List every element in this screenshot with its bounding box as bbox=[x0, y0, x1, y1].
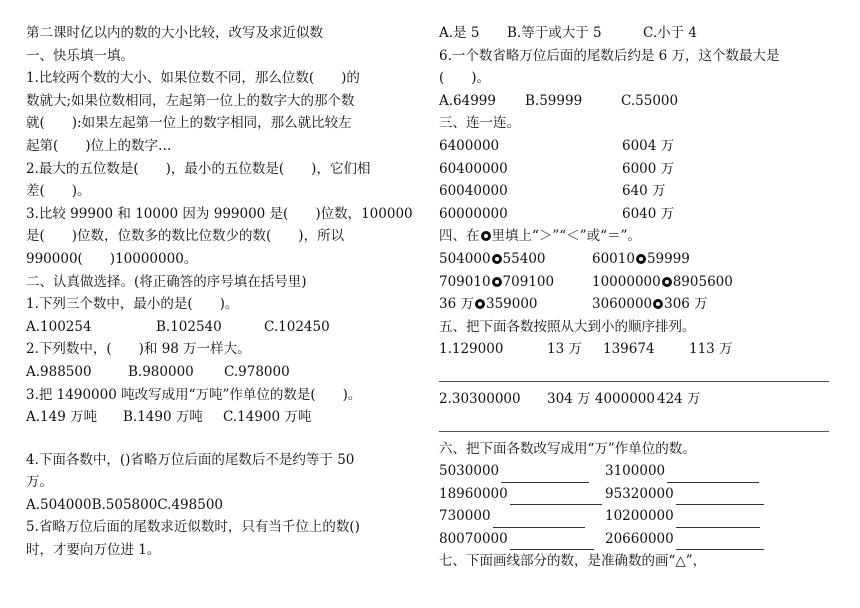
choice-5-line-1: 5.省略万位后面的尾数求近似数时，只有当千位上的数() bbox=[26, 519, 360, 536]
section-4-heading bbox=[439, 225, 837, 248]
choice-6-line-1: 6.一个数省略万位后面的尾数后约是 6 万，这个数最大是 bbox=[439, 47, 780, 64]
answer-blank[interactable] bbox=[493, 513, 585, 528]
convert-row bbox=[439, 528, 837, 551]
match-row bbox=[439, 158, 837, 181]
order-item: 113 万 bbox=[689, 341, 733, 358]
option: A.100254 bbox=[26, 318, 92, 335]
answer-blank[interactable] bbox=[667, 468, 759, 483]
section-1-heading: 一、快乐填一填。 bbox=[26, 47, 134, 64]
answer-blank[interactable] bbox=[676, 490, 764, 505]
match-row bbox=[439, 203, 837, 226]
choice-4-line-2: 万。 bbox=[26, 474, 53, 491]
answer-line[interactable] bbox=[439, 363, 829, 382]
order-item: 2.30300000 bbox=[439, 390, 521, 407]
option: C.102450 bbox=[264, 318, 330, 335]
order-item: 424 万 bbox=[657, 390, 701, 407]
answer-blank[interactable] bbox=[510, 490, 602, 505]
q1-line-3: 就( ):如果左起第一位上的数字相同，那么就比较左 bbox=[26, 115, 352, 132]
match-left: 6400000 bbox=[439, 137, 500, 154]
page-title: 第二课时亿以内的数的大小比较，改写及求近似数 bbox=[26, 25, 323, 41]
answer-blank[interactable] bbox=[676, 513, 760, 528]
compare-c: 10000000 bbox=[592, 273, 661, 290]
answer-line[interactable] bbox=[439, 413, 829, 432]
circle-icon[interactable] bbox=[475, 299, 485, 309]
compare-a: 504000 bbox=[439, 250, 491, 267]
choice-6-options bbox=[439, 90, 837, 113]
compare-a: 36 万 bbox=[439, 296, 474, 313]
order-item: 13 万 bbox=[547, 341, 582, 358]
section-3-heading: 三、连一连。 bbox=[439, 115, 520, 132]
match-right: 6000 万 bbox=[622, 160, 675, 177]
left-column bbox=[26, 22, 426, 562]
match-left: 60400000 bbox=[439, 160, 508, 177]
compare-d: 8905600 bbox=[672, 273, 733, 290]
right-column bbox=[439, 22, 837, 573]
convert-number: 20660000 bbox=[605, 530, 674, 547]
option: A.64999 bbox=[439, 92, 496, 109]
match-right: 640 万 bbox=[622, 183, 666, 200]
convert-row bbox=[439, 505, 837, 528]
section-7-heading: 七、下面画线部分的数，是准确数的画“△”， bbox=[439, 553, 707, 570]
circle-icon bbox=[481, 231, 491, 241]
q3-line-3: 990000( )10000000。 bbox=[26, 250, 198, 267]
match-left: 60040000 bbox=[439, 183, 508, 200]
choice-4-line-1: 4.下面各数中，()省略万位后面的尾数后不是约等于 50 bbox=[26, 451, 355, 468]
compare-b: 55400 bbox=[502, 250, 546, 267]
q1-line-1: 1.比较两个数的大小、如果位数不同，那么位数( )的 bbox=[26, 70, 360, 87]
section-6-heading: 六、把下面各数改写成用“万”作单位的数。 bbox=[439, 440, 696, 457]
compare-b: 709100 bbox=[502, 273, 555, 290]
compare-c: 60010 bbox=[592, 250, 635, 267]
choice-3-question: 3.把 1490000 吨改写成用“万吨”作单位的数是( )。 bbox=[26, 386, 362, 403]
option: C.14900 万吨 bbox=[223, 409, 312, 426]
compare-d: 306 万 bbox=[664, 296, 708, 313]
choice-3-options bbox=[26, 406, 426, 429]
option: B.1490 万吨 bbox=[123, 409, 203, 426]
convert-number: 730000 bbox=[439, 508, 491, 525]
option: B.980000 bbox=[128, 363, 194, 380]
section-5-heading: 五、把下面各数按照从大到小的顺序排列。 bbox=[439, 318, 696, 335]
compare-d: 59999 bbox=[646, 250, 690, 267]
match-left: 60000000 bbox=[439, 205, 508, 222]
choice-4-options: A.504000B.505800C.498500 bbox=[26, 496, 223, 513]
circle-icon[interactable] bbox=[492, 277, 502, 287]
convert-number: 95320000 bbox=[605, 485, 674, 502]
convert-row bbox=[439, 483, 837, 506]
choice-5-options bbox=[439, 22, 837, 45]
compare-c: 3060000 bbox=[592, 296, 653, 313]
order-item: 304 万 4000000 bbox=[547, 390, 655, 407]
order-item: 1.129000 bbox=[439, 341, 504, 358]
q1-line-2: 数就大;如果位数相同，左起第一位上的数字大的那个数 bbox=[26, 92, 355, 109]
q3-line-1: 3.比较 99900 和 10000 因为 999000 是( )位数，100000 bbox=[26, 205, 413, 222]
circle-icon[interactable] bbox=[636, 254, 646, 264]
convert-number: 10200000 bbox=[605, 508, 674, 525]
choice-5-line-2: 时，才要向万位进 1。 bbox=[26, 542, 161, 559]
option: B.59999 bbox=[525, 92, 583, 109]
match-row bbox=[439, 135, 837, 158]
q1-line-4: 起第( )位上的数字… bbox=[26, 137, 172, 154]
convert-row bbox=[439, 460, 837, 483]
option: C.小于 4 bbox=[643, 25, 698, 41]
convert-number: 5030000 bbox=[439, 463, 500, 480]
compare-a: 709010 bbox=[439, 273, 491, 290]
option: A.149 万吨 bbox=[26, 409, 98, 426]
match-right: 6040 万 bbox=[622, 205, 675, 222]
circle-icon[interactable] bbox=[653, 299, 663, 309]
option: A.988500 bbox=[26, 363, 92, 380]
answer-blank[interactable] bbox=[510, 535, 594, 550]
answer-blank[interactable] bbox=[676, 535, 764, 550]
convert-number: 18960000 bbox=[439, 485, 508, 502]
order-row-1 bbox=[439, 338, 837, 361]
q2-line-2: 差( )。 bbox=[26, 183, 91, 200]
convert-number: 3100000 bbox=[605, 463, 666, 480]
choice-1-question: 1.下列三个数中，最小的是( )。 bbox=[26, 296, 239, 313]
convert-number: 80070000 bbox=[439, 530, 508, 547]
compare-b: 359000 bbox=[485, 296, 538, 313]
section-2-heading: 二、认真做选择。(将正确答的序号填在括号里) bbox=[26, 273, 307, 290]
choice-2-question: 2.下列数中，( )和 98 万一样大。 bbox=[26, 341, 251, 358]
section-4-heading-pre: 四、在 bbox=[439, 228, 480, 245]
q2-line-1: 2.最大的五位数是( )，最小的五位数是( )，它们相 bbox=[26, 160, 371, 177]
q3-line-2: 是( )位数，位数多的数比位数少的数( )，所以 bbox=[26, 228, 345, 245]
option: A.是 5 bbox=[439, 25, 480, 41]
choice-2-options bbox=[26, 361, 426, 384]
choice-1-options bbox=[26, 316, 426, 339]
circle-icon[interactable] bbox=[492, 254, 502, 264]
compare-row bbox=[439, 293, 837, 316]
circle-icon[interactable] bbox=[662, 277, 672, 287]
option: C.978000 bbox=[224, 363, 290, 380]
compare-row bbox=[439, 248, 837, 271]
answer-blank[interactable] bbox=[501, 468, 589, 483]
match-row bbox=[439, 180, 837, 203]
compare-row bbox=[439, 271, 837, 294]
option: C.55000 bbox=[621, 92, 679, 109]
option: B.102540 bbox=[156, 318, 222, 335]
order-item: 139674 bbox=[603, 341, 655, 358]
section-4-heading-post: 里填上“＞”“＜”或“＝”。 bbox=[491, 228, 641, 245]
option: B.等于或大于 5 bbox=[507, 25, 602, 41]
match-right: 6004 万 bbox=[622, 137, 675, 154]
order-row-2 bbox=[439, 388, 837, 411]
choice-6-line-2: ( )。 bbox=[439, 70, 491, 87]
